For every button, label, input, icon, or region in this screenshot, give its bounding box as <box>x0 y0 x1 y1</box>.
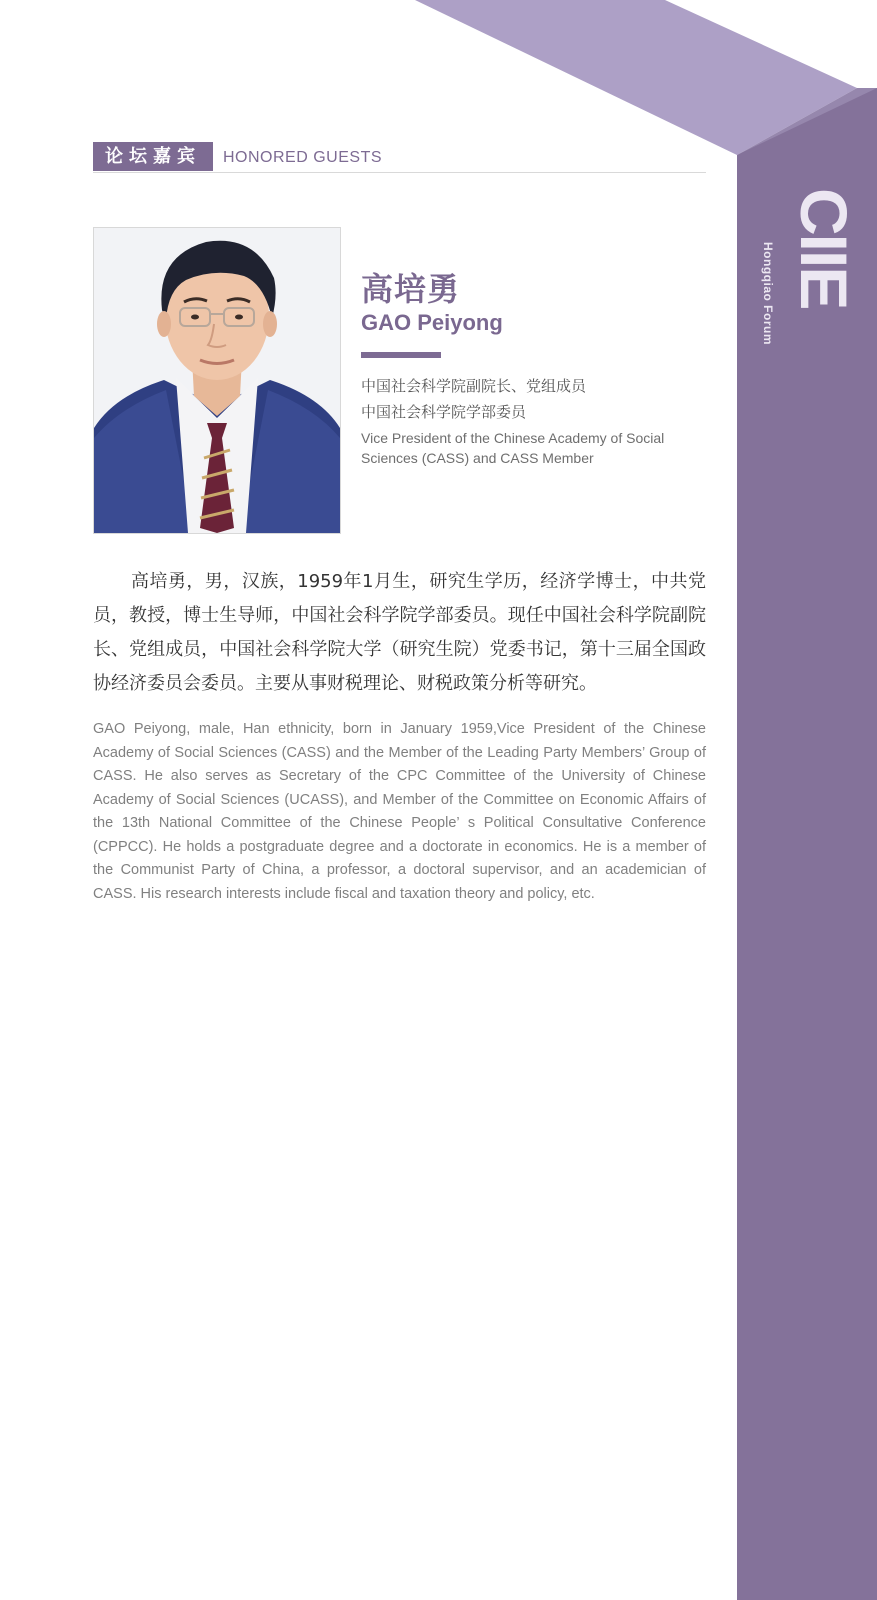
guest-name-cn: 高培勇 <box>361 270 461 308</box>
guest-title-cn-2: 中国社会科学院学部委员 <box>361 403 527 421</box>
biography-cn: 高培勇，男，汉族，1959年1月生，研究生学历，经济学博士，中共党员，教授，博士生导师，中国社会科学院学部委员。现任中国社会科学院副院长、党组成员，中国社会科学院大学（研究生院）党委书记，第十三届全国政协经济委员会委员。主要从事财税理论、财税政策分析等研究。 <box>93 571 706 694</box>
section-header <box>93 142 706 173</box>
brand-logo-text: CIIE <box>787 188 861 309</box>
guest-title-cn-1: 中国社会科学院副院长、党组成员 <box>361 377 587 395</box>
brand-logo <box>755 188 861 348</box>
guest-photo <box>93 227 341 534</box>
guest-name-en: GAO Peiyong <box>361 310 503 335</box>
portrait-illustration <box>94 228 340 533</box>
name-underline <box>361 352 441 358</box>
biography-en: GAO Peiyong, male, Han ethnicity, born in January 1959,Vice President of the Chinese Academy of Social Sciences (CASS) and the Member of the Leading Party Members’ Group of CASS. He also serves as Secretary of the CPC Committee of the University of Chinese Academy of Social Sciences (UCASS), and Member of the Committee on Economic Affairs of the 13th National Committee of the Chinese People’ s Political Consultative Conference (CPPCC). He holds a postgraduate degree and a doctorate in economics. He is a member of the Communist Party of China, a professor, a doctoral supervisor, and an academician of CASS. His research interests include fiscal and taxation theory and policy, etc. <box>93 721 706 902</box>
brand-subtitle: Hongqiao Forum <box>761 242 775 345</box>
guest-title-en: Vice President of the Chinese Academy of Social Sciences (CASS) and CASS Member <box>361 430 665 466</box>
section-title-en: HONORED GUESTS <box>223 149 383 166</box>
section-title-cn: 论坛嘉宾 <box>93 142 213 171</box>
